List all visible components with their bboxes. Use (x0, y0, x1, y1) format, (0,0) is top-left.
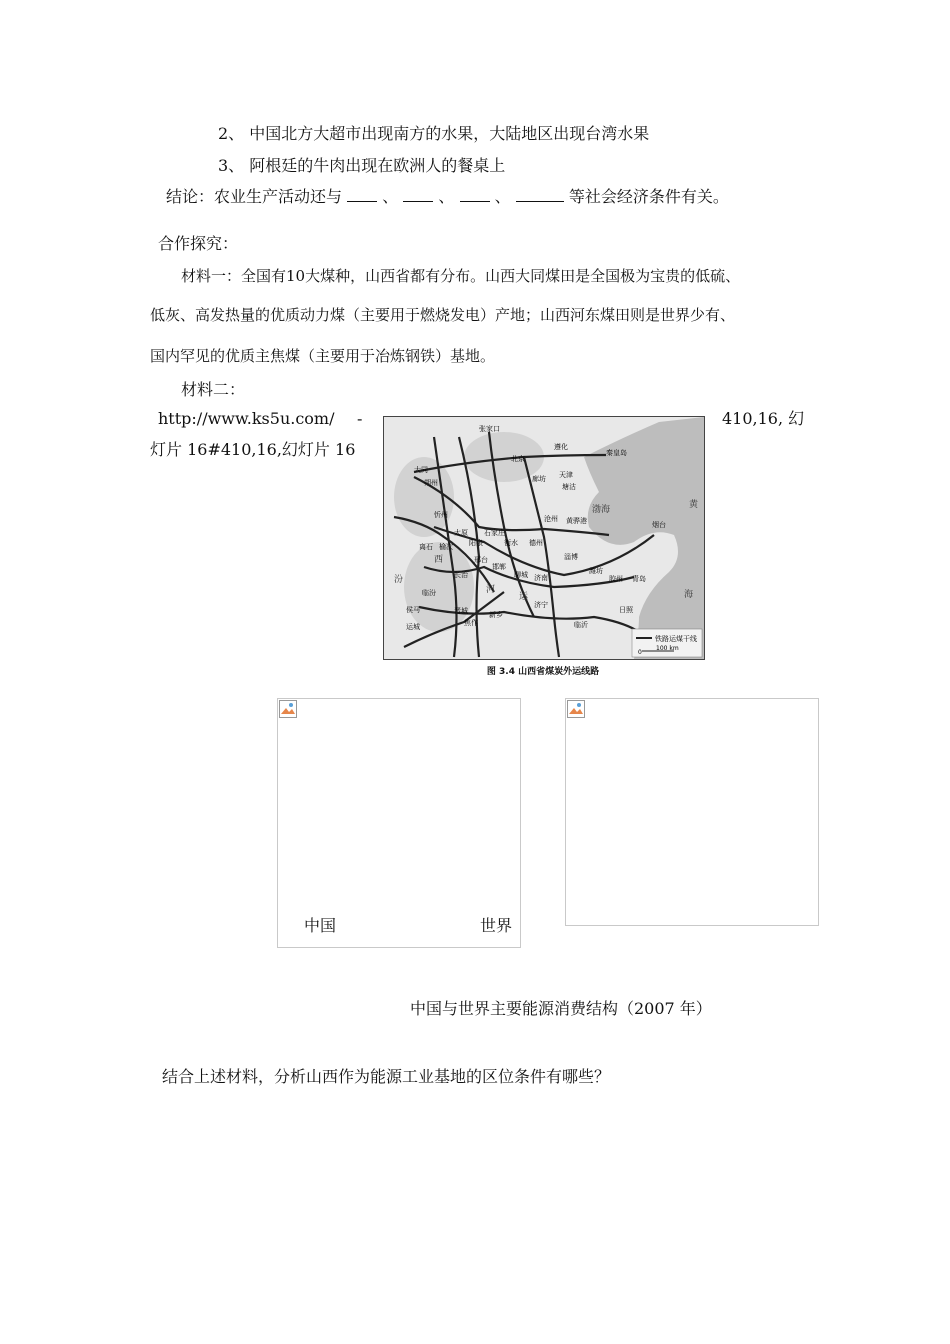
city-label: 榆次 (439, 543, 453, 551)
region-label: 渤海 (592, 505, 611, 515)
city-label: 胶州 (609, 575, 623, 583)
blank-4[interactable] (516, 187, 564, 202)
blank-1[interactable] (347, 187, 377, 202)
source-link[interactable]: http://www.ks5u.com/ (158, 409, 335, 428)
region-label: 黄 (689, 500, 699, 510)
blank-3[interactable] (460, 187, 490, 202)
city-label: 淄博 (564, 553, 578, 561)
region-label: 河 (486, 585, 496, 595)
world-label: 世界 (480, 916, 513, 935)
city-label: 张家口 (479, 425, 500, 433)
dash: - (357, 409, 363, 428)
map-svg (384, 417, 704, 659)
city-label: 沧州 (544, 515, 558, 523)
conclusion-suffix: 等社会经济条件有关。 (568, 187, 729, 206)
conclusion-prefix: 结论：农业生产活动还与 (166, 187, 343, 206)
city-label: 秦皇岛 (606, 449, 627, 457)
city-label: 阳泉 (469, 539, 483, 547)
city-label: 济南 (534, 574, 548, 582)
energy-chart-image (565, 698, 819, 926)
region-label: 西 (434, 555, 444, 565)
separator: 、 (438, 187, 455, 206)
separator: 、 (382, 187, 399, 206)
map-legend (632, 629, 702, 657)
city-label: 青岛 (632, 575, 646, 583)
city-label: 邢台 (474, 556, 488, 564)
city-label: 廊坊 (532, 475, 546, 483)
coal-railway-map (383, 416, 705, 680)
city-label: 临汾 (422, 589, 436, 597)
blank-2[interactable] (403, 187, 433, 202)
energy-chart-caption: 中国与世界主要能源消费结构（2007 年） (410, 999, 712, 1018)
map-caption: 图 3.4 山西省煤炭外运线路 (486, 667, 600, 677)
china-label: 中国 (304, 916, 337, 935)
region-label: 汾 (394, 575, 404, 585)
separator: 、 (494, 187, 511, 206)
city-label: 济宁 (534, 601, 548, 609)
region-label: 海 (684, 590, 694, 600)
region-label: 运 (519, 592, 529, 602)
city-label: 日照 (619, 606, 633, 614)
material1-line3: 国内罕见的优质主焦煤（主要用于冶炼钢铁）基地。 (150, 347, 496, 365)
sea-area (584, 417, 704, 659)
city-label: 晋城 (454, 607, 468, 615)
city-label: 朔州 (424, 479, 438, 487)
city-label: 焦作 (464, 619, 478, 627)
city-label: 北京 (511, 455, 525, 463)
city-label: 邯郸 (492, 563, 506, 571)
list-item-2: 2、 中国北方大超市出现南方的水果，大陆地区出现台湾水果 (218, 124, 650, 143)
material2-label: 材料二： (181, 380, 246, 399)
broken-image-icon (279, 700, 297, 718)
material1-line1: 材料一：全国有10大煤种，山西省都有分布。山西大同煤田是全国极为宝贵的低硫、 (181, 267, 741, 285)
city-label: 临沂 (574, 621, 588, 629)
city-label: 大同 (414, 466, 428, 474)
list-item-3: 3、 阿根廷的牛肉出现在欧洲人的餐桌上 (218, 156, 506, 175)
city-label: 德州 (529, 539, 543, 547)
city-label: 聊城 (514, 571, 528, 579)
city-label: 遵化 (554, 443, 568, 451)
material2-right-text: 410,16, 幻 (722, 409, 805, 428)
china-world-energy-image (277, 698, 521, 948)
legend-label: 铁路运煤干线 (655, 635, 697, 643)
map-image (383, 416, 705, 660)
city-label: 忻州 (434, 511, 448, 519)
section-title: 合作探究： (158, 234, 239, 253)
analysis-question: 结合上述材料，分析山西作为能源工业基地的区位条件有哪些？ (162, 1067, 611, 1086)
city-label: 新乡 (489, 611, 503, 619)
city-label: 衡水 (504, 539, 518, 547)
conclusion-line (166, 187, 729, 207)
city-label: 潍坊 (589, 567, 603, 575)
material1-line2: 低灰、高发热量的优质动力煤（主要用于燃烧发电）产地；山西河东煤田则是世界少有、 (150, 306, 736, 324)
city-label: 石家庄 (484, 529, 505, 537)
city-label: 侯马 (406, 606, 420, 614)
city-label: 塘沽 (562, 483, 576, 491)
city-label: 离石 (419, 543, 433, 551)
scale-zero: 0 (638, 649, 642, 656)
city-label: 太原 (454, 529, 468, 537)
city-label: 运城 (406, 623, 420, 631)
city-label: 黄骅港 (566, 517, 587, 525)
city-label: 长治 (454, 571, 468, 579)
broken-image-icon (567, 700, 585, 718)
city-label: 天津 (559, 471, 573, 479)
city-label: 烟台 (652, 521, 666, 529)
material2-line2: 灯片 16#410,16,幻灯片 16 (150, 440, 356, 459)
scale-label: 100 km (656, 645, 679, 652)
